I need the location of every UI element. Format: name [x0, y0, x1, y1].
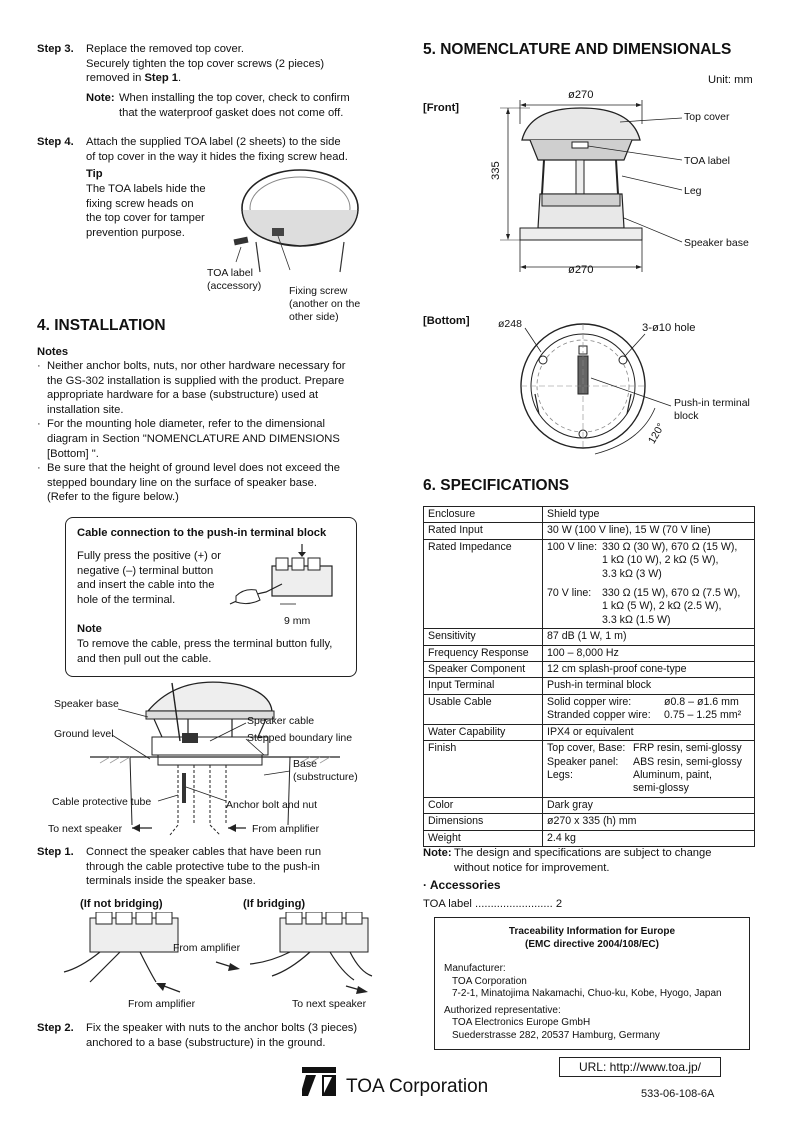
label-speaker-cable: Speaker cable [247, 715, 315, 727]
label-speaker-base-front: Speaker base [684, 237, 749, 249]
step4-text [86, 135, 371, 164]
label-leg: Leg [684, 185, 702, 197]
bottom-label: [Bottom] [423, 315, 470, 327]
step3-line1: Replace the removed top cover. [86, 43, 244, 55]
nomenclature-heading: 5. NOMENCLATURE AND DIMENSIONALS [423, 41, 732, 58]
specifications-heading: 6. SPECIFICATIONS [423, 477, 570, 494]
spec-row: Usable Cable Solid copper wire: ø0.8 – ø1.6 mm Stranded copper wire: 0.75 – 1.25 mm² [424, 694, 755, 724]
label-holes: 3-ø10 hole [642, 322, 696, 334]
bridging-illustration [60, 912, 375, 1000]
step4-label: Step 4. [37, 136, 74, 148]
label-stepped-boundary: Stepped boundary line [247, 732, 353, 744]
label-speaker-base: Speaker base [54, 698, 119, 710]
tip-title: Tip [86, 168, 103, 180]
spec-row: Finish Top cover, Base: FRP resin, semi-glossy Speaker panel: ABS resin, semi-glossy Legs: Aluminum, paint, semi-glossy [424, 741, 755, 798]
cable-box-note-title: Note [77, 623, 102, 635]
label-toa-label: TOA label [684, 155, 730, 167]
label-from-amplifier: From amplifier [252, 823, 320, 835]
cable-box-text: Fully press the positive (+) or negative (–) terminal button and insert the cable into the hole of the terminal. [77, 550, 221, 606]
label-ground-level: Ground level [54, 728, 114, 740]
step3-note-line1: When installing the top cover, check to confirm [119, 92, 350, 104]
tip-line4: prevention purpose. [86, 226, 185, 239]
spec-row: Frequency Response 100 – 8,000 Hz [424, 645, 755, 661]
step3-label: Step 3. [37, 43, 74, 55]
bridging-title: (If bridging) [243, 898, 306, 910]
step3-text [86, 42, 370, 86]
step1-label: Step 1. [37, 846, 74, 858]
cable-box-title: Cable connection to the push-in terminal block [77, 527, 327, 539]
not-bridging-title: (If not bridging) [80, 898, 163, 910]
spec-row: Dimensions ø270 x 335 (h) mm [424, 814, 755, 830]
top-cover-illustration [200, 162, 375, 282]
spec-row: Enclosure Shield type [424, 507, 755, 523]
front-label: [Front] [423, 102, 460, 114]
step1-text: Connect the speaker cables that have been run through the cable protective tube to the push-in terminals inside the speaker base. [86, 846, 322, 888]
url-link[interactable]: URL: http://www.toa.jp/ [559, 1057, 721, 1077]
tip-line2: fixing screw heads on [86, 197, 194, 210]
company-name: TOA Corporation [346, 1076, 489, 1097]
spec-row: Speaker Component 12 cm splash-proof cone-type [424, 662, 755, 678]
traceability-title: Traceability Information for Europe (EMC directive 2004/108/EC) [508, 926, 676, 950]
angle-120: 120° [646, 421, 668, 446]
spec-row: Water Capability IPX4 or equivalent [424, 724, 755, 740]
strip-length: 9 mm [284, 615, 311, 627]
label-to-next-speaker: To next speaker [48, 823, 123, 835]
dim-d270-bottom: ø270 [568, 264, 594, 276]
toa-logo-icon [302, 1067, 338, 1097]
step3-note-line2: that the waterproof gasket does not come off. [119, 106, 344, 119]
installation-notes [37, 359, 370, 505]
terminal-block-illustration [226, 544, 346, 616]
label-terminal: Push-in terminal block [674, 397, 750, 422]
step3-note [119, 91, 371, 120]
step3-note-label: Note: [86, 92, 115, 104]
note-item-3: · Be sure that the height of ground level does not exceed the stepped boundary line on the surface of speaker base. (Refer to the figure below.) [37, 462, 340, 504]
spec-row: Weight 2.4 kg [424, 830, 755, 846]
spec-row: Sensitivity 87 dB (1 W, 1 m) [424, 629, 755, 645]
note-item-1: · Neither anchor bolts, nuts, nor other hardware necessary for the GS-302 installation is supplied with the product. Prepare appropriate hardware for a base (substructure) used at installation site. [37, 360, 346, 416]
step2-text: Fix the speaker with nuts to the anchor bolts (3 pieces) anchored to a base (substructure) in the ground. [86, 1022, 358, 1049]
cable-box-note: To remove the cable, press the terminal button fully, and then pull out the cable. [77, 638, 333, 665]
dim-d270-top: ø270 [568, 89, 594, 101]
accessories-heading: · Accessories [423, 878, 501, 892]
dim-d248: ø248 [498, 318, 522, 330]
bottom-view-diagram [495, 322, 695, 472]
spec-row: Input Terminal Push-in terminal block [424, 678, 755, 694]
accessories-item: TOA label ......................... 2 [423, 898, 563, 910]
label-top-cover: Top cover [684, 111, 730, 123]
document-number: 533-06-108-6A [641, 1088, 715, 1100]
label-to-next-speaker-bridging: To next speaker [292, 998, 367, 1010]
label-from-amp-not-bridging: From amplifier [128, 998, 196, 1010]
step4-line1: Attach the supplied TOA label (2 sheets) to the side [86, 136, 341, 148]
step3-line2: Securely tighten the top cover screws (2 pieces) [86, 57, 325, 70]
tip-line3: the top cover for tamper [86, 212, 205, 225]
fig-toa-label: TOA label (accessory) [207, 267, 262, 292]
label-anchor-bolt: Anchor bolt and nut [226, 799, 318, 811]
dim-h335: 335 [490, 161, 502, 180]
tip-line1: The TOA labels hide the [86, 183, 206, 195]
notes-title: Notes [37, 346, 69, 358]
unit-label: Unit: mm [708, 74, 753, 86]
specifications-table [423, 506, 755, 847]
spec-note: The design and specifications are subject to change without notice for improvement. [454, 847, 712, 874]
label-cable-tube: Cable protective tube [52, 796, 152, 808]
step2-label: Step 2. [37, 1022, 74, 1034]
spec-row: Rated Impedance 100 V line: 330 Ω (30 W), 670 Ω (15 W), 1 kΩ (10 W), 2 kΩ (5 W), 3.3 kΩ (3 W) 70 V line: 330 Ω (15 W), 670 Ω (7.5 W), 1 kΩ (5 W), 2 kΩ (2.5 W), 3.3 kΩ (1.5 W) [424, 539, 755, 628]
spec-row: Color Dark gray [424, 797, 755, 813]
front-view-diagram [490, 100, 690, 275]
traceability-details: Manufacturer: TOA Corporation 7-2-1, Minatojima Nakamachi, Chuo-ku, Kobe, Hyogo, Japan Authorized representative: TOA Electronics Europe GmbH Suederstrasse 282, 20537 Hamburg, Germany [444, 963, 722, 1041]
step4-line2: of top cover in the way it hides the fixing screw head. [86, 150, 348, 163]
step3-line3: removed in Step 1. [86, 72, 182, 85]
spec-note-label: Note: [423, 847, 452, 859]
label-from-amp-bridging: From amplifier [173, 942, 241, 954]
fig-fixing-screw: Fixing screw (another on the other side) [289, 285, 361, 323]
label-base: Base (substructure) [293, 758, 358, 783]
spec-row: Rated Input 30 W (100 V line), 15 W (70 V line) [424, 523, 755, 539]
installation-heading: 4. INSTALLATION [37, 317, 166, 334]
note-item-2: · For the mounting hole diameter, refer to the dimensional diagram in Section "NOMENCLATURE AND DIMENSIONS [Bottom] ". [37, 418, 340, 460]
